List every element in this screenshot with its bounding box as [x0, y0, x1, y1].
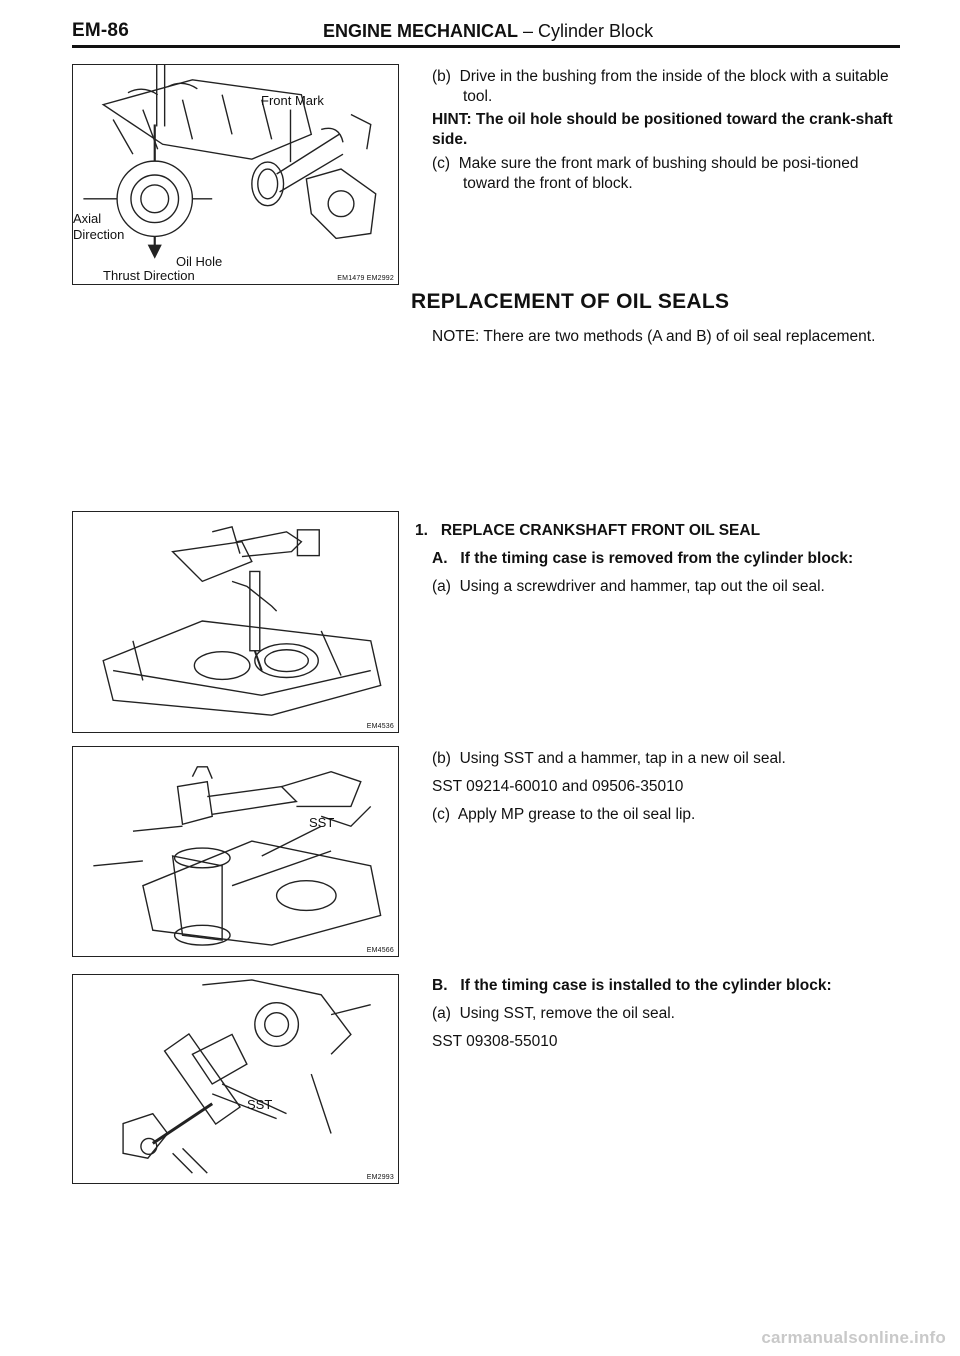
method-text: If the timing case is installed to the cylinder block: — [460, 977, 832, 994]
bushing-illustration — [73, 65, 398, 284]
label-oil-hole: Oil Hole — [176, 254, 223, 269]
method-a — [432, 549, 907, 569]
page-number: EM-86 — [72, 20, 129, 41]
method-label: A. — [432, 550, 448, 567]
remove-seal-illustration — [73, 975, 398, 1183]
section-subtitle: Cylinder Block — [538, 21, 654, 41]
tap-out-illustration — [73, 512, 398, 732]
figure-code: EM4566 — [366, 947, 394, 954]
label-sst: SST — [247, 1097, 273, 1112]
step-text: Drive in the bushing from the inside of the block with a suitable tool. — [459, 68, 889, 105]
step-label: (a) — [432, 578, 451, 595]
sst-number-remove: SST 09308-55010 — [432, 1033, 558, 1050]
step-number: 1. — [415, 522, 428, 539]
figure-code: EM2993 — [366, 1174, 394, 1181]
figure-bushing — [72, 64, 399, 285]
sst-numbers-tap-in: SST 09214-60010 and 09506-35010 — [432, 778, 684, 795]
tap-in-illustration — [73, 747, 398, 956]
step-a-remove-seal — [432, 1004, 907, 1024]
step-label: (b) — [432, 68, 451, 85]
heading-replacement-oil-seals: REPLACEMENT OF OIL SEALS — [411, 290, 730, 313]
header-rule — [72, 45, 900, 48]
step-a-tap-out — [432, 577, 907, 597]
method-text: If the timing case is removed from the cylinder block: — [460, 550, 854, 567]
step-text: Apply MP grease to the oil seal lip. — [457, 806, 696, 823]
section-title — [323, 21, 653, 42]
section-title-main: ENGINE MECHANICAL — [323, 21, 519, 41]
watermark: carmanualsonline.info — [761, 1328, 946, 1347]
hint-oil-hole: HINT: The oil hole should be positioned toward the crank-shaft side. — [432, 111, 893, 148]
section-separator: – — [518, 21, 539, 41]
label-axial: Axial — [73, 211, 102, 226]
step-label: (a) — [432, 1005, 451, 1022]
label-front-mark: Front Mark — [261, 93, 324, 108]
step-text: Make sure the front mark of bushing should be posi-tioned toward the front of block. — [458, 155, 859, 192]
figure-code: EM1479 EM2992 — [337, 275, 394, 282]
label-sst: SST — [309, 815, 335, 830]
step-label: (c) — [432, 155, 451, 172]
step-title: REPLACE CRANKSHAFT FRONT OIL SEAL — [440, 522, 761, 539]
step-label: (b) — [432, 750, 451, 767]
method-label: B. — [432, 977, 448, 994]
step-c-grease — [432, 805, 907, 825]
step-text: Using SST and a hammer, tap in a new oil seal. — [459, 750, 786, 767]
figure-remove-seal — [72, 974, 399, 1184]
note-two-methods: NOTE: There are two methods (A and B) of oil seal replacement. — [432, 328, 876, 345]
step-b-drive-bushing — [432, 67, 902, 107]
step-text: Using SST, remove the oil seal. — [459, 1005, 675, 1022]
step-b-tap-in — [432, 749, 907, 769]
step-label: (c) — [432, 806, 451, 823]
label-direction: Direction — [73, 227, 125, 242]
label-thrust-direction: Thrust Direction — [103, 268, 195, 283]
figure-code: EM4536 — [366, 723, 394, 730]
figure-tap-in-seal — [72, 746, 399, 957]
step-c-front-mark — [432, 154, 902, 194]
page-header — [72, 18, 900, 48]
step-text: Using a screwdriver and hammer, tap out the oil seal. — [459, 578, 825, 595]
step-1-title — [415, 521, 905, 541]
method-b — [432, 976, 907, 996]
figure-tap-out-seal — [72, 511, 399, 733]
